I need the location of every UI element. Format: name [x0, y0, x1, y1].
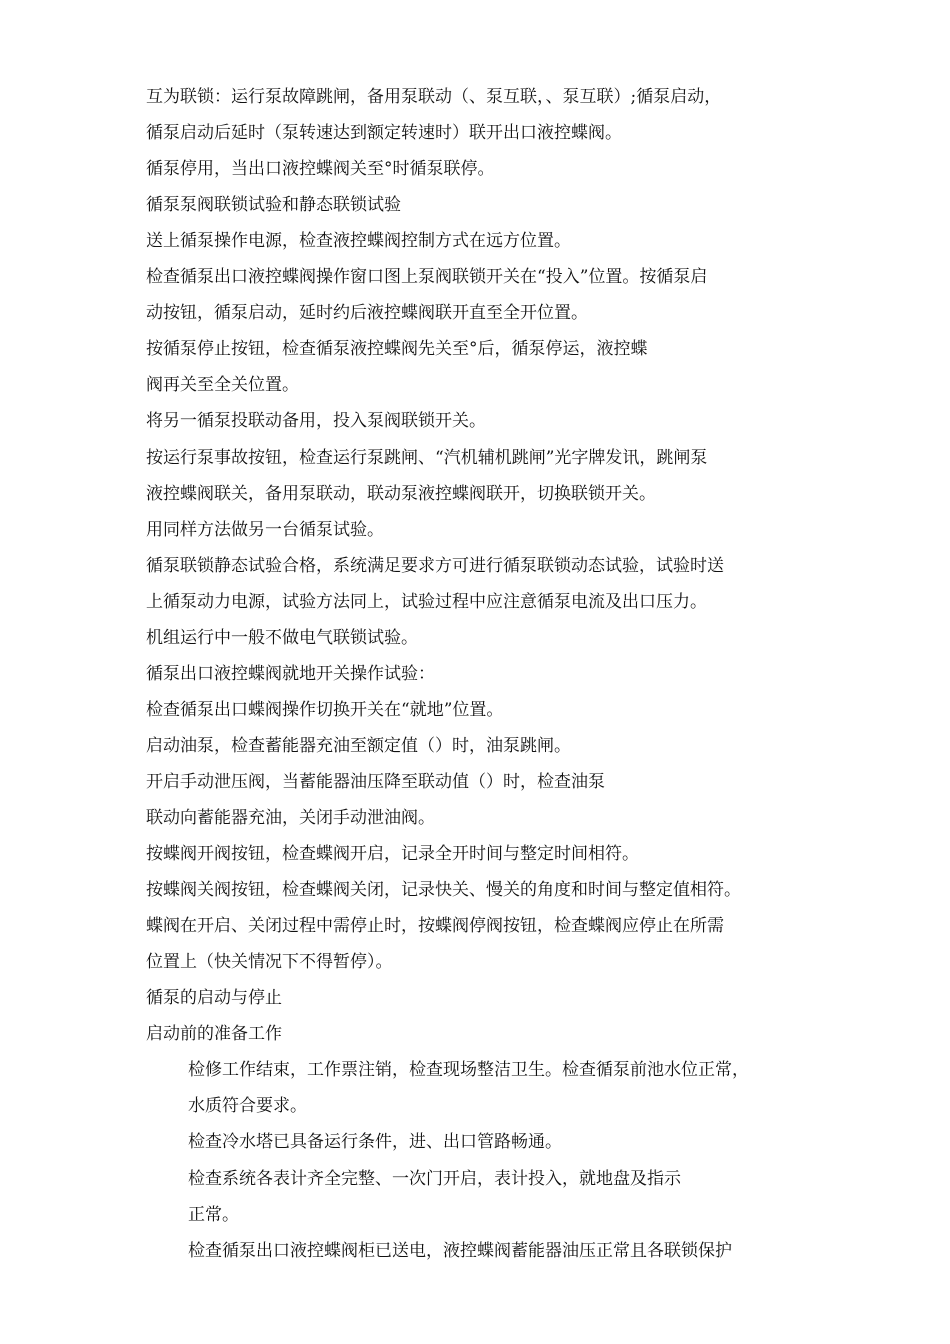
text-line: 联动向蓄能器充油，关闭手动泄油阀。 [146, 808, 435, 828]
text-line: 动按钮，循泵启动，延时约后液控蝶阀联开直至全开位置。 [146, 303, 588, 323]
text-line: 检查系统各表计齐全完整、一次门开启，表计投入，就地盘及指示 [188, 1169, 681, 1189]
text-line: 循泵的启动与停止 [146, 988, 282, 1008]
text-line: 循泵启动后延时（泵转速达到额定转速时）联开出口液控蝶阀。 [146, 123, 622, 143]
text-line: 启动前的准备工作 [146, 1024, 282, 1044]
text-line: 检修工作结束，工作票注销，检查现场整洁卫生。检查循泵前池水位正常， [188, 1060, 749, 1080]
text-line: 检查循泵出口液控蝶阀柜已送电，液控蝶阀蓄能器油压正常且各联锁保护 [188, 1241, 732, 1261]
text-line: 将另一循泵投联动备用，投入泵阀联锁开关。 [146, 411, 486, 431]
text-line: 水质符合要求。 [188, 1096, 307, 1116]
text-line: 蝶阀在开启、关闭过程中需停止时，按蝶阀停阀按钮，检查蝶阀应停止在所需 [146, 916, 724, 936]
text-line: 检查循泵出口蝶阀操作切换开关在“就地”位置。 [146, 700, 504, 720]
text-line: 阀再关至全关位置。 [146, 375, 299, 395]
text-line: 循泵停用，当出口液控蝶阀关至°时循泵联停。 [146, 159, 495, 179]
text-line: 循泵出口液控蝶阀就地开关操作试验： [146, 664, 435, 684]
text-line: 送上循泵操作电源，检查液控蝶阀控制方式在远方位置。 [146, 231, 571, 251]
text-line: 开启手动泄压阀，当蓄能器油压降至联动值（）时，检查油泵 [146, 772, 605, 792]
text-line: 按循泵停止按钮，检查循泵液控蝶阀先关至°后，循泵停运，液控蝶 [146, 339, 648, 359]
text-line: 机组运行中一般不做电气联锁试验。 [146, 628, 418, 648]
text-line: 用同样方法做另一台循泵试验。 [146, 520, 384, 540]
text-line: 互为联锁：运行泵故障跳闸，备用泵联动（、泵互联，、泵互联）;循泵启动， [146, 87, 722, 107]
text-line: 循泵联锁静态试验合格，系统满足要求方可进行循泵联锁动态试验，试验时送 [146, 556, 724, 576]
text-line: 正常。 [188, 1205, 239, 1225]
text-line: 检查循泵出口液控蝶阀操作窗口图上泵阀联锁开关在“投入”位置。按循泵启 [146, 267, 708, 287]
text-line: 启动油泵，检查蓄能器充油至额定值（）时，油泵跳闸。 [146, 736, 571, 756]
text-line: 位置上（快关情况下不得暂停）。 [146, 952, 393, 972]
text-line: 液控蝶阀联关，备用泵联动，联动泵液控蝶阀联开，切换联锁开关。 [146, 484, 656, 504]
text-line: 检查冷水塔已具备运行条件，进、出口管路畅通。 [188, 1132, 562, 1152]
text-line: 按蝶阀开阀按钮，检查蝶阀开启，记录全开时间与整定时间相符。 [146, 844, 639, 864]
text-line: 循泵泵阀联锁试验和静态联锁试验 [146, 195, 401, 215]
text-line: 按蝶阀关阀按钮，检查蝶阀关闭，记录快关、慢关的角度和时间与整定值相符。 [146, 880, 741, 900]
text-line: 按运行泵事故按钮，检查运行泵跳闸、“汽机辅机跳闸”光字牌发讯，跳闸泵 [146, 448, 708, 468]
text-line: 上循泵动力电源，试验方法同上，试验过程中应注意循泵电流及出口压力。 [146, 592, 707, 612]
